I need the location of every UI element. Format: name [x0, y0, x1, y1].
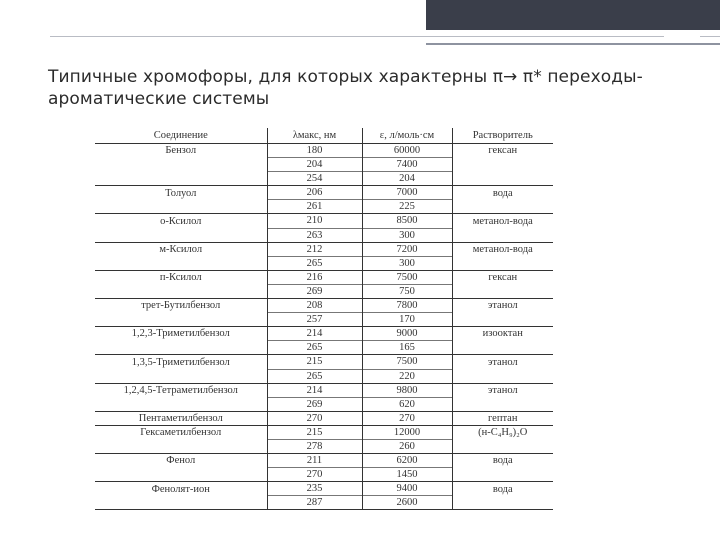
cell-epsilon: 9400 [362, 482, 452, 496]
table-row [95, 355, 553, 369]
cell-compound [95, 172, 267, 186]
cell-epsilon: 7500 [362, 270, 452, 284]
cell-compound [95, 496, 267, 510]
cell-epsilon: 165 [362, 341, 452, 355]
table-row [95, 158, 553, 172]
cell-epsilon: 300 [362, 228, 452, 242]
header-band-light [0, 0, 426, 30]
cell-compound: Толуол [95, 186, 267, 200]
chromophore-table [95, 128, 553, 510]
table-row [95, 228, 553, 242]
cell-lambda: 265 [267, 369, 362, 383]
cell-compound [95, 200, 267, 214]
cell-epsilon: 7800 [362, 299, 452, 313]
cell-epsilon: 8500 [362, 214, 452, 228]
cell-lambda: 208 [267, 299, 362, 313]
cell-compound: 1,3,5-Триметилбензол [95, 355, 267, 369]
cell-epsilon: 170 [362, 313, 452, 327]
cell-solvent: гексан [488, 145, 518, 157]
cell-solvent: метанол-вода [472, 215, 533, 227]
cell-compound [95, 256, 267, 270]
cell-solvent [452, 172, 553, 186]
header-band-dark [426, 0, 720, 30]
cell-solvent [452, 200, 553, 214]
cell-solvent [452, 313, 553, 327]
cell-lambda: 270 [267, 468, 362, 482]
cell-lambda: 278 [267, 439, 362, 453]
table-row [95, 256, 553, 270]
cell-solvent [452, 284, 553, 298]
cell-lambda: 263 [267, 228, 362, 242]
cell-compound: Фенолят-ион [95, 482, 267, 496]
cell-epsilon: 300 [362, 256, 452, 270]
cell-compound [95, 284, 267, 298]
cell-epsilon: 7500 [362, 355, 452, 369]
cell-solvent [452, 256, 553, 270]
cell-solvent [452, 496, 553, 510]
cell-solvent: (н-C₄H₉)₂O [478, 427, 528, 439]
cell-solvent [452, 439, 553, 453]
cell-epsilon: 225 [362, 200, 452, 214]
table-header-row [95, 128, 553, 144]
table-row [95, 200, 553, 214]
table-row [95, 341, 553, 355]
cell-epsilon: 204 [362, 172, 452, 186]
cell-solvent: метанол-вода [472, 243, 533, 255]
header-solvent: Растворитель [452, 128, 553, 144]
table-row [95, 313, 553, 327]
cell-epsilon: 9800 [362, 383, 452, 397]
cell-epsilon: 6200 [362, 454, 452, 468]
chromophore-table-container [95, 128, 553, 510]
table-row [95, 369, 553, 383]
table-row [95, 454, 553, 468]
table-row [95, 186, 553, 200]
cell-compound [95, 397, 267, 411]
table-row [95, 214, 553, 228]
cell-compound [95, 158, 267, 172]
cell-lambda: 261 [267, 200, 362, 214]
cell-compound: трет-Бутилбензол [95, 299, 267, 313]
cell-lambda: 269 [267, 284, 362, 298]
cell-epsilon: 60000 [362, 144, 452, 158]
cell-solvent: вода [492, 455, 513, 467]
cell-epsilon: 12000 [362, 425, 452, 439]
cell-compound: 1,2,4,5-Тетраметилбензол [95, 383, 267, 397]
cell-epsilon: 1450 [362, 468, 452, 482]
cell-compound [95, 369, 267, 383]
cell-compound [95, 341, 267, 355]
table-row [95, 482, 553, 496]
cell-lambda: 204 [267, 158, 362, 172]
cell-solvent: гексан [488, 272, 518, 284]
cell-solvent [452, 228, 553, 242]
cell-epsilon: 220 [362, 369, 452, 383]
cell-compound [95, 313, 267, 327]
cell-lambda: 270 [267, 411, 362, 425]
cell-compound: м-Ксилол [95, 242, 267, 256]
cell-lambda: 210 [267, 214, 362, 228]
cell-compound: Пентаметилбензол [95, 411, 267, 425]
cell-epsilon: 9000 [362, 327, 452, 341]
cell-solvent [452, 397, 553, 411]
cell-lambda: 215 [267, 355, 362, 369]
cell-compound [95, 228, 267, 242]
table-row [95, 270, 553, 284]
decorative-line [664, 43, 720, 45]
table-row [95, 242, 553, 256]
cell-lambda: 265 [267, 256, 362, 270]
cell-solvent: этанол [487, 300, 518, 312]
cell-lambda: 215 [267, 425, 362, 439]
table-row [95, 284, 553, 298]
cell-solvent: изооктан [482, 328, 523, 340]
cell-epsilon: 7400 [362, 158, 452, 172]
cell-compound: Фенол [95, 454, 267, 468]
cell-compound: о-Ксилол [95, 214, 267, 228]
cell-lambda: 206 [267, 186, 362, 200]
table-row [95, 144, 553, 158]
table-row [95, 383, 553, 397]
cell-lambda: 265 [267, 341, 362, 355]
cell-epsilon: 620 [362, 397, 452, 411]
table-row [95, 425, 553, 439]
decorative-line [700, 36, 720, 37]
table-row [95, 172, 553, 186]
cell-solvent: вода [492, 483, 513, 495]
decorative-line [50, 36, 664, 37]
cell-lambda: 214 [267, 383, 362, 397]
cell-lambda: 214 [267, 327, 362, 341]
cell-compound: п-Ксилол [95, 270, 267, 284]
table-row [95, 439, 553, 453]
cell-solvent: этанол [487, 356, 518, 368]
cell-lambda: 211 [267, 454, 362, 468]
cell-lambda: 257 [267, 313, 362, 327]
header-lambda: λмакс, нм [267, 128, 362, 144]
header-epsilon: ε, л/моль·см [362, 128, 452, 144]
table-row [95, 468, 553, 482]
cell-compound: 1,2,3-Триметилбензол [95, 327, 267, 341]
cell-compound: Бензол [95, 144, 267, 158]
cell-epsilon: 7200 [362, 242, 452, 256]
cell-epsilon: 270 [362, 411, 452, 425]
cell-solvent [452, 369, 553, 383]
cell-lambda: 235 [267, 482, 362, 496]
cell-lambda: 212 [267, 242, 362, 256]
cell-epsilon: 2600 [362, 496, 452, 510]
cell-lambda: 180 [267, 144, 362, 158]
decorative-line [426, 43, 664, 45]
cell-solvent [452, 341, 553, 355]
cell-compound [95, 439, 267, 453]
cell-solvent: вода [492, 187, 513, 199]
table-row [95, 327, 553, 341]
cell-solvent: этанол [487, 384, 518, 396]
cell-compound [95, 468, 267, 482]
cell-lambda: 216 [267, 270, 362, 284]
table-row [95, 299, 553, 313]
cell-compound: Гексаметилбензол [95, 425, 267, 439]
table-row [95, 397, 553, 411]
table-row [95, 496, 553, 510]
cell-epsilon: 7000 [362, 186, 452, 200]
cell-lambda: 269 [267, 397, 362, 411]
cell-lambda: 254 [267, 172, 362, 186]
cell-lambda: 287 [267, 496, 362, 510]
cell-epsilon: 260 [362, 439, 452, 453]
cell-solvent [452, 158, 553, 172]
cell-solvent [452, 468, 553, 482]
header-compound: Соединение [95, 128, 267, 144]
slide-title: Типичные хромофоры, для которых характерны π→ π* переходы- ароматические системы [48, 67, 643, 109]
cell-epsilon: 750 [362, 284, 452, 298]
cell-solvent: гептан [452, 411, 553, 425]
table-row [95, 411, 553, 425]
